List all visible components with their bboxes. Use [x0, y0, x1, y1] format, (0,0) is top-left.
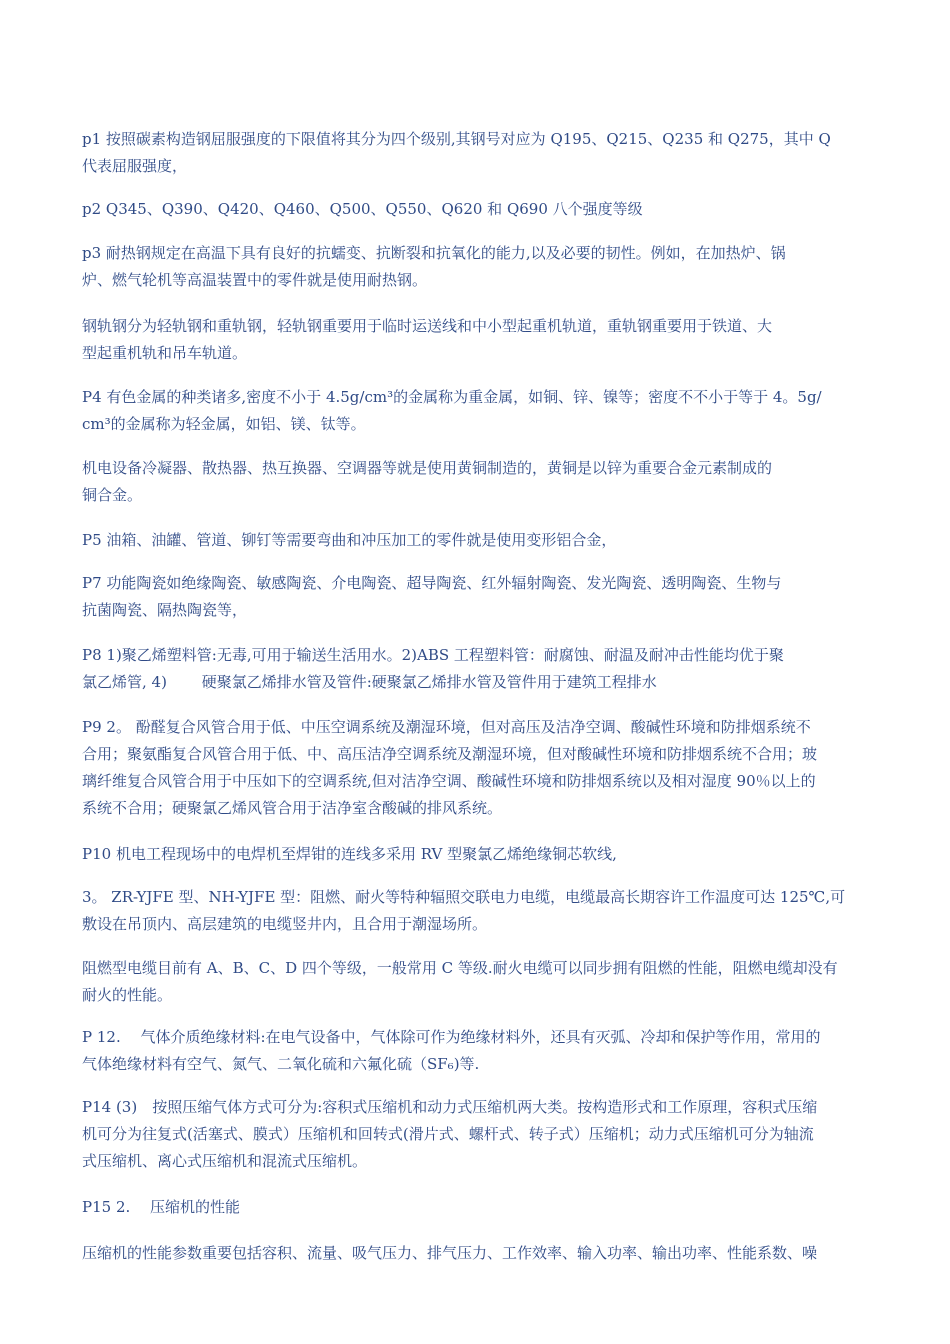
paragraph-flame-retardant [82, 955, 904, 1009]
paragraph-brass [82, 455, 904, 509]
paragraph-p9 [82, 714, 904, 822]
paragraph-line: 机可分为往复式(活塞式、膜式）压缩机和回转式(滑片式、螺杆式、转子式）压缩机；动力式压缩机可分为轴流 [82, 1125, 814, 1143]
paragraph-line: 钢轨钢分为轻轨钢和重轨钢，轻轨钢重要用于临时运送线和中小型起重机轨道，重轨钢重要用于铁道、大 [82, 317, 773, 335]
paragraph-p12 [82, 1024, 904, 1078]
paragraph-line: 耐火的性能。 [82, 986, 173, 1004]
paragraph-line: P15 2. 压缩机的性能 [82, 1198, 241, 1216]
paragraph-line: P5 油箱、油罐、管道、铆钉等需要弯曲和冲压加工的零件就是使用变形铝合金， [82, 531, 617, 549]
paragraph-compressor-params [82, 1240, 904, 1267]
paragraph-p7 [82, 570, 904, 624]
paragraph-cable-types [82, 884, 904, 938]
paragraph-line: 代表屈服强度， [82, 157, 188, 175]
paragraph-p2 [82, 196, 904, 223]
paragraph-line: 合用；聚氨酯复合风管合用于低、中、高压洁净空调系统及潮湿环境，但对酸碱性环境和防排烟系统不合用；玻 [82, 745, 818, 763]
paragraph-line: P8 1)聚乙烯塑料管:无毒,可用于输送生活用水。2)ABS 工程塑料管：耐腐蚀、耐温及耐冲击性能均优于聚 [82, 646, 784, 664]
paragraph-line: p2 Q345、Q390、Q420、Q460、Q500、Q550、Q620 和 Q690 八个强度等级 [82, 200, 643, 218]
paragraph-p10 [82, 841, 904, 868]
paragraph-line: P10 机电工程现场中的电焊机至焊钳的连线多采用 RV 型聚氯乙烯绝缘铜芯软线, [82, 845, 617, 863]
paragraph-p3 [82, 240, 904, 294]
paragraph-line: P4 有色金属的种类诸多,密度不小于 4.5g/cm³的金属称为重金属，如铜、锌、镍等；密度不不小于等于 4。5g/ [82, 388, 822, 406]
paragraph-line: 敷设在吊顶内、高层建筑的电缆竖井内，且合用于潮湿场所。 [82, 915, 488, 933]
paragraph-line: p3 耐热钢规定在高温下具有良好的抗蠕变、抗断裂和抗氧化的能力,以及必要的韧性。例如，在加热炉、锅 [82, 244, 786, 262]
paragraph-p15 [82, 1194, 904, 1221]
paragraph-rail-steel [82, 313, 904, 367]
paragraph-line: 氯乙烯管, 4) 硬聚氯乙烯排水管及管件:硬聚氯乙烯排水管及管件用于建筑工程排水 [82, 673, 657, 691]
paragraph-line: 炉、燃气轮机等高温装置中的零件就是使用耐热钢。 [82, 271, 428, 289]
paragraph-line: p1 按照碳素构造钢屈服强度的下限值将其分为四个级别,其钢号对应为 Q195、Q215、Q235 和 Q275，其中 Q [82, 130, 831, 148]
paragraph-line: 机电设备冷凝器、散热器、热互换器、空调器等就是使用黄铜制造的，黄铜是以锌为重要合金元素制成的 [82, 459, 773, 477]
paragraph-line: 式压缩机、离心式压缩机和混流式压缩机。 [82, 1152, 368, 1170]
paragraph-line: P14 (3) 按照压缩气体方式可分为:容积式压缩机和动力式压缩机两大类。按构造形式和工作原理，容积式压缩 [82, 1098, 818, 1116]
paragraph-p1 [82, 126, 904, 180]
paragraph-line: 阻燃型电缆目前有 A、B、C、D 四个等级，一般常用 C 等级.耐火电缆可以同步拥有阻燃的性能，阻燃电缆却没有 [82, 959, 838, 977]
paragraph-p5 [82, 527, 904, 554]
paragraph-line: P9 2。 酚醛复合风管合用于低、中压空调系统及潮湿环境，但对高压及洁净空调、酸碱性环境和防排烟系统不 [82, 718, 811, 736]
paragraph-line: P 12. 气体介质绝缘材料:在电气设备中，气体除可作为绝缘材料外，还具有灭弧、冷却和保护等作用，常用的 [82, 1028, 821, 1046]
paragraph-line: 型起重机轨和吊车轨道。 [82, 344, 248, 362]
paragraph-line: 璃纤维复合风管合用于中压如下的空调系统,但对洁净空调、酸碱性环境和防排烟系统以及相对湿度 90％以上的 [82, 772, 816, 790]
paragraph-line: P7 功能陶瓷如绝缘陶瓷、敏感陶瓷、介电陶瓷、超导陶瓷、红外辐射陶瓷、发光陶瓷、透明陶瓷、生物与 [82, 574, 782, 592]
paragraph-line: 气体绝缘材料有空气、氮气、二氧化硫和六氟化硫（SF₆)等. [82, 1055, 480, 1073]
paragraph-p4 [82, 384, 904, 438]
paragraph-line: 铜合金。 [82, 486, 143, 504]
paragraph-p14 [82, 1094, 904, 1175]
paragraph-line: cm³的金属称为轻金属，如铝、镁、钛等。 [82, 415, 366, 433]
paragraph-p8 [82, 642, 904, 696]
paragraph-line: 抗菌陶瓷、隔热陶瓷等， [82, 601, 248, 619]
paragraph-line: 压缩机的性能参数重要包括容积、流量、吸气压力、排气压力、工作效率、输入功率、输出功率、性能系数、噪 [82, 1244, 818, 1262]
paragraph-line: 3。 ZR-YJFE 型、NH-YJFE 型：阻燃、耐火等特种辐照交联电力电缆，电缆最高长期容许工作温度可达 125℃,可 [82, 888, 846, 906]
paragraph-line: 系统不合用；硬聚氯乙烯风管合用于洁净室含酸碱的排风系统。 [82, 799, 503, 817]
